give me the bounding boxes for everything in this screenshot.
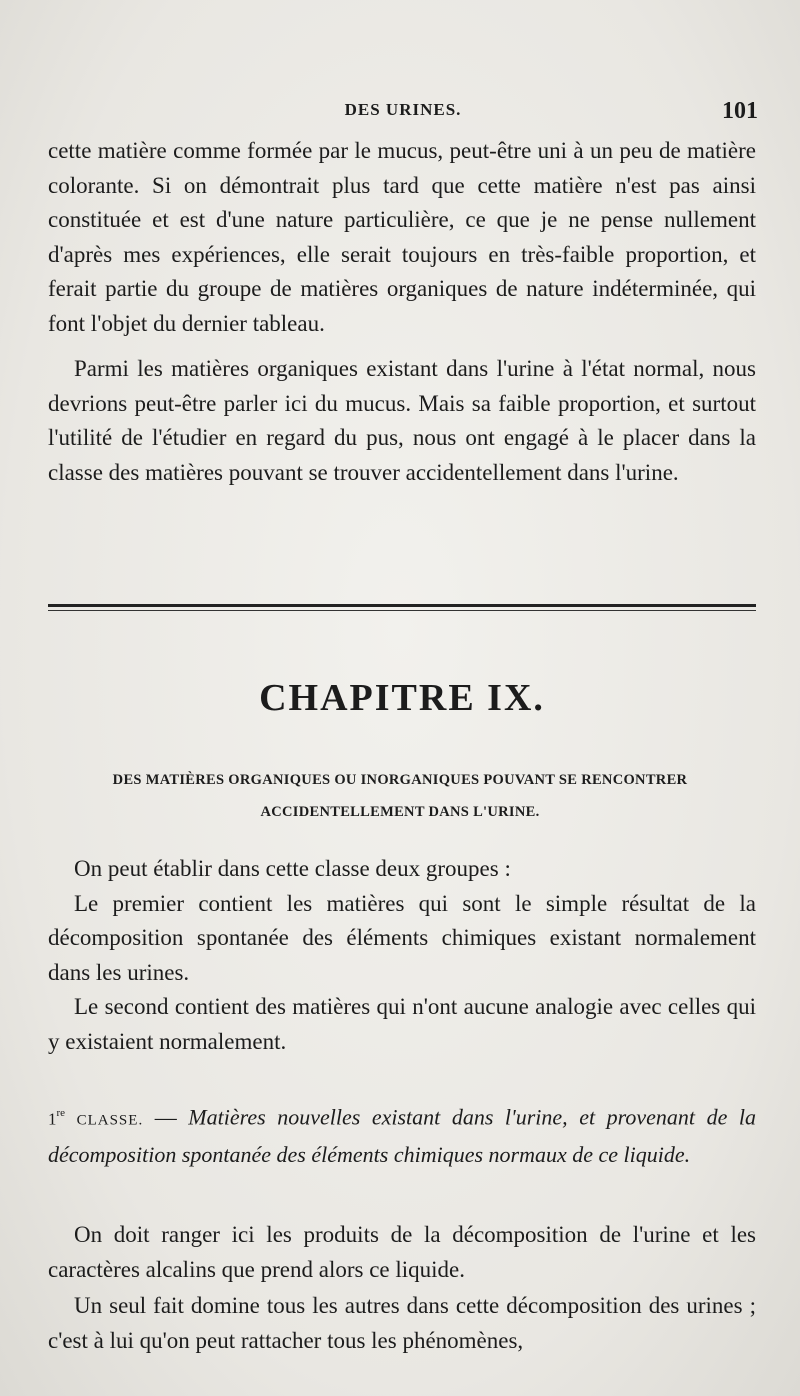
chapter-subtitle-line-2: ACCIDENTELLEMENT DANS L'URINE. [260,804,540,820]
chapter-subtitle-line-1: DES MATIÈRES ORGANIQUES OU INORGANIQUES POUVANT SE RENCONTRER [112,772,688,788]
class-dash: — [143,1104,189,1130]
running-head: DES URINES. [344,100,462,119]
page-number: 101 [722,98,758,124]
paragraph-second-group: Le second contient des matières qui n'ont aucune analogie avec celles qui y existaient normalement. [48,994,756,1054]
paragraph-groups-intro: On peut établir dans cette classe deux groupes : [74,856,511,881]
class-italic-title: Matières nouvelles existant dans l'urine, et provenant de la décomposition spontanée des éléments chimiques normaux de ce liquide. [48,1104,757,1167]
middle-text-block [48,852,756,1059]
paragraph-first-group: Le premier contient les matières qui sont le simple résultat de la décomposition spontanée des éléments chimiques existant normalement dans les urines. [48,890,756,985]
paragraph-products: On doit ranger ici les produits de la décomposition de l'urine et les caractères alcalins que prend alors ce liquide. [48,1222,756,1282]
section-divider [48,604,756,611]
paragraph-mucus: Parmi les matières organiques existant dans l'urine à l'état normal, nous devrions peut-être parler ici du mucus. Mais sa faible proportion, et surtout l'utilité de l'étudier en regard du pus, nous ont engagé à le placer dans la classe des matières pouvant se trouver accidentellement dans l'urine. [48,356,756,485]
class-label: CLASSE. [76,1112,144,1129]
bottom-text-block [48,1218,756,1358]
class-heading [48,1096,756,1172]
page-header [48,98,758,128]
class-number: 1 [48,1109,57,1129]
chapter-subtitle [30,764,770,828]
class-number-sup: re [56,1107,66,1119]
paragraph-continuation: cette matière comme formée par le mucus, peut-être uni à un peu de matière colorante. Si on démontrait plus tard que cette matière n'est pas ainsi constituée et est d'une nature particulière, ce que je ne pense nullement d'après mes expériences, elle serait toujours en très-faible proportion, et ferait partie du groupe de matières organiques de nature indéterminée, qui font l'objet du dernier tableau. [48,138,756,336]
top-text-block [48,134,756,490]
chapter-title: CHAPITRE IX. [259,677,545,719]
paragraph-single-fact: Un seul fait domine tous les autres dans cette décomposition des urines ; c'est à lui qu'on peut rattacher tous les phénomènes, [48,1293,756,1353]
